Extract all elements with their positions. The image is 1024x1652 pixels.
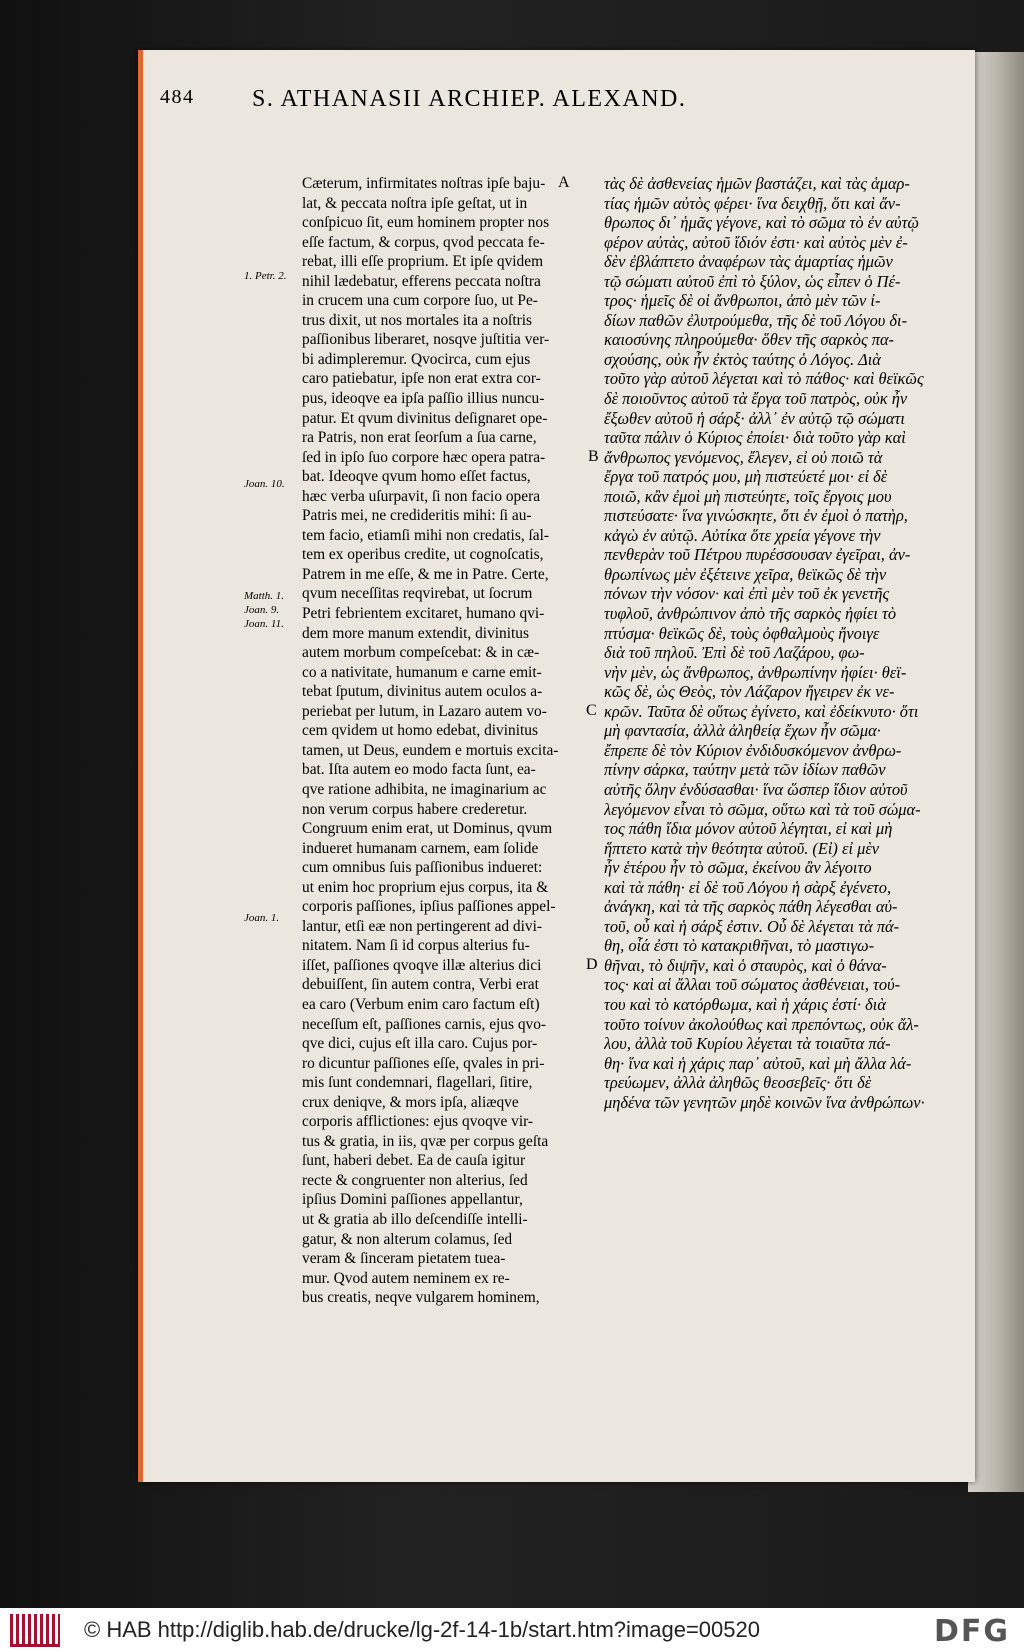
latin-text-line: iſſet, paſſiones qvoqve illæ alterius dici xyxy=(302,956,542,974)
greek-text-line: κρῶν. Ταῦτα δὲ οὕτως ἐγίνετο, καὶ ἐδείκνυτο· ὅτι xyxy=(604,701,919,721)
greek-text-line: μηδένα τῶν γενητῶν μηδὲ κοινῶν ἵνα ἀνθρώπων· xyxy=(604,1092,925,1112)
greek-text-line: θρωπος δι᾽ ἡμᾶς γέγονε, καὶ τὸ σῶμα τὸ ἐν αὐτῷ xyxy=(604,213,920,233)
latin-text-line: ra Patris, non erat ſeorſum a ſua carne, xyxy=(302,429,537,447)
greek-text-line: τος πάθη ἴδια μόνον αὐτοῦ λέγηται, εἰ καὶ μὴ xyxy=(604,819,893,839)
latin-text-line: hæc verba uſurpavit, ſi non facio opera xyxy=(302,487,541,505)
latin-text-line: mis ſunt condemnari, flagellari, ſitire, xyxy=(302,1074,533,1092)
section-letter-a: A xyxy=(558,174,570,191)
latin-text-line: corporis afflictiones: ejus qvoqve vir- xyxy=(302,1113,534,1131)
footer-bar xyxy=(0,1608,1024,1652)
section-letter-b: B xyxy=(588,448,599,465)
section-letter-d: D xyxy=(586,956,598,973)
margin-note-joan10: Joan. 10. xyxy=(244,478,285,490)
greek-text-line: τυφλοῦ, ἀνθρώπινον ἀπὸ τῆς σαρκὸς ἠφίει τὸ xyxy=(604,604,897,624)
latin-text-line: eſſe factum, & corpus, qvod peccata fe- xyxy=(302,233,545,251)
latin-text-line: recte & congruenter non alterius, ſed xyxy=(302,1171,528,1189)
section-letter-c: C xyxy=(586,702,597,719)
greek-text-line: τῷ σώματι αὐτοῦ ἐπὶ τὸ ξύλον, ὡς εἶπεν ὁ Πέ- xyxy=(604,271,901,291)
latin-text-line: ro dicuntur paſſiones eſſe, qvales in pri- xyxy=(302,1054,545,1072)
latin-text-line: bus creatis, neqve vulgarem hominem, xyxy=(302,1289,540,1307)
margin-note-joan11: Joan. 11. xyxy=(244,618,284,630)
greek-text-line: δὲ ποιοῦντος αὐτοῦ τὰ ἔργα τοῦ πατρὸς, οὐκ ἦν xyxy=(604,389,908,409)
latin-text-line: tus & gratia, in iis, qvæ per corpus geſta xyxy=(302,1132,549,1150)
greek-text-line: ταῦτα πάλιν ὁ Κύριος ἐποίει· διὰ τοῦτο γὰρ καὶ xyxy=(604,428,906,448)
latin-text-line: co a nativitate, humanum e carne emit- xyxy=(302,663,542,681)
latin-text-line: ut & gratia ab illo deſcendiſſe intelli- xyxy=(302,1210,528,1228)
margin-note-joan9: Joan. 9. xyxy=(244,604,280,616)
greek-text-line: θη· ἵνα καὶ ἡ χάρις παρ᾽ αὐτοῦ, καὶ μὴ ἄλλα λά- xyxy=(604,1053,912,1073)
greek-text-column xyxy=(604,174,964,1112)
greek-text-line: πιστεύσατε· ἵνα γινώσκητε, ὅτι ἐν ἐμοὶ ὁ πατὴρ, xyxy=(604,506,908,526)
greek-text-line: τοῦτο τοίνυν ἀκολούθως καὶ πρεπόντως, οὐκ ἄλ- xyxy=(604,1014,919,1034)
page-number: 484 xyxy=(160,86,195,108)
greek-text-line: του καὶ τὸ κατόρθωμα, καὶ ἡ χάρις ἐστί· διὰ xyxy=(604,994,886,1014)
greek-text-line: τρεύωμεν, ἀλλὰ ἀληθῶς θεοσεβεῖς· ὅτι δὲ xyxy=(604,1073,872,1093)
greek-text-line: μὴ φαντασία, ἀλλὰ ἀληθείᾳ ἔχων ἦν σῶμα· xyxy=(604,721,881,741)
latin-text-line: Patris mei, ne credideritis mihi: ſi au- xyxy=(302,507,532,525)
latin-text-line: rebat, illi eſſe proprium. Et ipſe qvidem xyxy=(302,253,544,271)
latin-text-line: cum omnibus ſuis paſſionibus indueret: xyxy=(302,859,543,877)
greek-text-line: σχούσης, οὐκ ἦν ἐκτὸς ταύτης ὁ Λόγος. Διὰ xyxy=(604,349,881,369)
latin-text-line: periebat per lutum, in Lazaro autem vo- xyxy=(302,702,547,720)
greek-text-line: ἀνάγκη, καὶ τὰ τῆς σαρκὸς πάθη λέγεσθαι αὐ- xyxy=(604,897,898,917)
footer-url-text: © HAB http://diglib.hab.de/drucke/lg-2f-14-1b/start.htm?image=00520 xyxy=(84,1617,760,1642)
greek-text-line: πόνων τὴν νόσον· καὶ ἐπὶ μὲν τοῦ ἐκ γενετῆς xyxy=(604,584,890,604)
latin-text-line: autem morbum compeſcebat: & in cæ- xyxy=(302,644,540,662)
latin-text-line: veram & ſinceram pietatem tuea- xyxy=(302,1250,506,1268)
latin-text-line: tem facio, etiamſi mihi non credatis, ſal- xyxy=(302,526,550,544)
latin-text-line: Petri febrientem excitaret, humano qvi- xyxy=(302,605,545,623)
latin-text-line: patur. Et qvum divinitus deſignaret ope- xyxy=(302,409,548,427)
adjacent-page-edge xyxy=(968,52,1024,1492)
greek-text-line: τος· καὶ αἱ ἄλλαι τοῦ σώματος ἀσθένειαι, τού- xyxy=(604,975,901,995)
latin-text-line: in crucem una cum corpore ſuo, ut Pe- xyxy=(302,292,538,310)
greek-text-line: λου, ἀλλὰ τοῦ Κυρίου λέγεται τὰ τοιαῦτα πά- xyxy=(604,1034,891,1054)
latin-text-line: qve ratione adhibita, ne imaginarium ac xyxy=(302,780,547,798)
greek-text-line: κῶς δὲ, ὡς Θεὸς, τὸν Λάζαρον ἤγειρεν ἐκ νε- xyxy=(604,682,895,702)
latin-text-line: non verum corpus habere crederetur. xyxy=(302,800,528,818)
latin-text-line: ut enim hoc proprium ejus corpus, ita & xyxy=(302,878,549,896)
latin-text-line: mur. Qvod autem neminem ex re- xyxy=(302,1269,510,1287)
latin-text-line: bat. Ideoqve qvum homo eſſet factus, xyxy=(302,468,531,486)
greek-text-line: τρος· ἡμεῖς δὲ οἱ ἄνθρωποι, ἀπὸ μὲν τῶν ἰ- xyxy=(604,291,881,311)
greek-text-line: πτύσμα· θεϊκῶς δὲ, τοὺς ὀφθαλμοὺς ἤνοιγε xyxy=(604,623,880,643)
latin-text-line: caro patiebatur, ipſe non erat extra cor- xyxy=(302,370,541,388)
margin-note-joan1: Joan. 1. xyxy=(244,912,280,924)
greek-text-line: θη, οἷά ἐστι τὸ κατακριθῆναι, τὸ μαστιγω- xyxy=(604,936,875,956)
latin-text-line: pus, ideoqve ea ipſa paſſio illius nuncu- xyxy=(302,390,545,408)
greek-text-line: πίνην σάρκα, ταύτην μετὰ τῶν ἰδίων παθῶν xyxy=(604,760,886,780)
greek-text-line: ἄνθρωπος γενόμενος, ἔλεγεν, εἰ οὐ ποιῶ τὰ xyxy=(604,447,883,467)
latin-text-line: tem ex operibus credite, ut cognoſcatis, xyxy=(302,546,544,564)
latin-text-line: dem more manum extendit, divinitus xyxy=(302,624,529,642)
latin-text-line: qve dici, cujus eſt illa caro. Cujus por- xyxy=(302,1035,538,1053)
latin-text-line: lat, & peccata noſtra ipſe geſtat, ut in xyxy=(302,194,528,212)
latin-text-line: corporis paſſiones, ipſius paſſiones appel- xyxy=(302,898,556,916)
latin-text-line: paſſionibus liberaret, nosqve juſtitia ver- xyxy=(302,331,550,349)
latin-text-line: qvum neceſſitas reqvirebat, ut ſocrum xyxy=(302,585,533,603)
latin-text-line: tebat ſputum, divinitus autem oculos a- xyxy=(302,683,543,701)
greek-text-line: αὐτῆς ὅλην ἐνδύσασθαι· ἵνα ὥσπερ ἴδιον αὐτοῦ xyxy=(604,779,908,799)
greek-text-line: κἀγὼ ἐν αὐτῷ. Αὐτίκα ὅτε χρεία γέγονε τὴν xyxy=(604,525,881,545)
latin-text-column xyxy=(302,174,584,1308)
greek-text-line: ἔξωθεν αὐτοῦ ἡ σάρξ· ἀλλ᾽ ἐν αὐτῷ τῷ σώματι xyxy=(604,408,905,428)
greek-text-line: πενθερὰν τοῦ Πέτρου πυρέσσουσαν ἐγεῖραι, ἀν- xyxy=(604,545,911,565)
greek-text-line: τίας ἡμῶν αὐτὸς φέρει· ἵνα δειχθῇ, ὅτι καὶ ἄν- xyxy=(604,193,901,213)
latin-text-line: ſunt, haberi debet. Ea de cauſa igitur xyxy=(302,1152,526,1170)
greek-text-line: ἔπρεπε δὲ τὸν Κύριον ἐνδιδυσκόμενον ἀνθρω- xyxy=(604,740,902,760)
margin-note-matth: Matth. 1. xyxy=(244,590,285,602)
greek-text-line: νὴν μὲν, ὡς ἄνθρωπος, ἀνθρωπίνην ἠφίει· θεϊ- xyxy=(604,662,907,682)
latin-text-line: debuiſſent, ſin autem contra, Verbi erat xyxy=(302,976,539,994)
greek-text-line: καιοσύνης πληρούμεθα· ὅθεν τῆς σαρκὸς πα- xyxy=(604,330,895,350)
latin-text-line: nihil lædebatur, efferens peccata noſtra xyxy=(302,272,541,290)
greek-text-line: διὰ τοῦ πηλοῦ. Ἐπὶ δὲ τοῦ Λαζάρου, φω- xyxy=(604,643,865,663)
latin-text-line: bat. Iſta autem eo modo facta ſunt, ea- xyxy=(302,761,536,779)
greek-text-line: τοῦ, οὗ καὶ ἡ σάρξ ἐστιν. Οὗ δὲ λέγεται τὰ πά- xyxy=(604,916,900,936)
latin-text-line: Cæterum, infirmitates noſtras ipſe baju- xyxy=(302,175,546,192)
latin-text-line: Patrem in me eſſe, & me in Patre. Certe, xyxy=(302,565,549,583)
greek-text-line: ἔργα τοῦ πατρός μου, μὴ πιστεύετέ μοι· εἰ δὲ xyxy=(604,467,888,487)
dfg-logo: DFG xyxy=(933,1614,1010,1649)
latin-text-line: ſed in ipſo ſuo corpore hæc opera patra- xyxy=(302,448,546,466)
greek-text-line: θῆναι, τὸ διψῆν, καὶ ὁ σταυρὸς, καὶ ὁ θάνα- xyxy=(604,955,887,975)
greek-text-line: ποιῶ, κἂν ἐμοὶ μὴ πιστεύητε, τοῖς ἔργοις μου xyxy=(604,486,892,506)
greek-text-line: ἥπτετο κατὰ τὴν θεότητα αὐτοῦ. (Εἰ) εἰ μὲν xyxy=(604,838,880,858)
latin-text-line: gatur, & non alterum colamus, ſed xyxy=(302,1230,513,1248)
latin-text-line: ipſius Domini paſſiones appellantur, xyxy=(302,1191,523,1209)
latin-text-line: lantur, etſi eæ non pertingerent ad divi- xyxy=(302,917,543,935)
latin-text-line: conſpicuo ſit, eum hominem propter nos xyxy=(302,214,550,232)
latin-text-line: nitatem. Nam ſi id corpus alterius fu- xyxy=(302,937,530,955)
latin-text-line: bi adimpleremur. Qvocirca, cum ejus xyxy=(302,350,531,368)
margin-note-petr: 1. Petr. 2. xyxy=(244,270,287,282)
latin-text-line: neceſſum eſt, paſſiones carnis, ejus qvo- xyxy=(302,1015,547,1033)
greek-text-line: δὲν ἐβλάπτετο ἀναφέρων τὰς ἁμαρτίας ἡμῶν xyxy=(604,252,893,272)
greek-text-line: ἦν ἑτέρου ἦν τὸ σῶμα, ἐκείνου ἂν λέγοιτο xyxy=(604,858,872,878)
hab-logo-icon xyxy=(10,1614,60,1647)
greek-text-line: τὰς δὲ ἀσθενείας ἡμῶν βαστάζει, καὶ τὰς ἁμαρ- xyxy=(604,174,910,193)
running-title: S. ATHANASII ARCHIEP. ALEXAND. xyxy=(252,86,687,112)
greek-text-line: φέρον αὐτὰς, αὐτοῦ ἴδιόν ἐστι· καὶ αὐτὸς μὲν ἐ- xyxy=(604,232,908,252)
latin-text-line: trus dixit, ut nos mortales ita a noſtris xyxy=(302,311,532,329)
latin-text-line: cem qvidem ut homo edebat, divinitus xyxy=(302,722,538,740)
greek-text-line: θρωπίνως μὲν ἐξέτεινε χεῖρα, θεϊκῶς δὲ τὴν xyxy=(604,564,887,584)
greek-text-line: λεγόμενον εἶναι τὸ σῶμα, οὕτω καὶ τὰ τοῦ σώμα- xyxy=(604,799,921,819)
greek-text-line: δίων παθῶν ἐλυτρούμεθα, τῆς δὲ τοῦ Λόγου δι- xyxy=(604,310,908,330)
latin-text-line: tamen, ut Deus, eundem e mortuis excita- xyxy=(302,741,559,759)
latin-text-line: Congruum enim erat, ut Dominus, qvum xyxy=(302,820,553,838)
greek-text-line: καὶ τὰ πάθη· εἰ δὲ τοῦ Λόγου ἡ σὰρξ ἐγένετο, xyxy=(604,877,892,897)
greek-text-line: τοῦτο γὰρ αὐτοῦ λέγεται καὶ τὸ πάθος· καὶ θεϊκῶς xyxy=(604,369,924,389)
latin-text-line: crux deniqve, & mors ipſa, aliæqve xyxy=(302,1093,519,1111)
latin-text-line: ea caro (Verbum enim caro factum eſt) xyxy=(302,995,540,1013)
latin-text-line: indueret humanam carnem, eam ſolide xyxy=(302,839,539,857)
